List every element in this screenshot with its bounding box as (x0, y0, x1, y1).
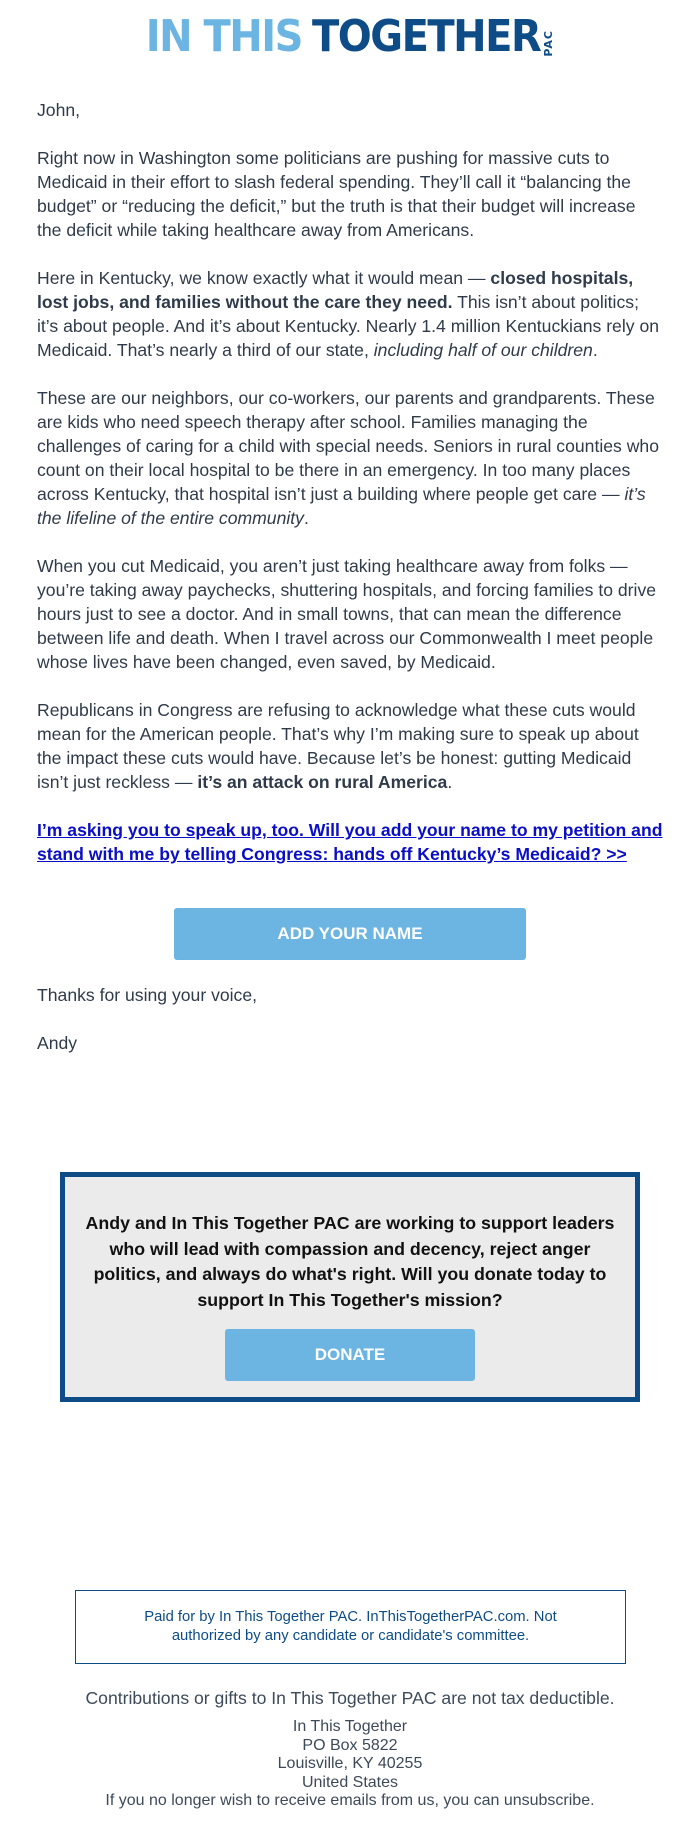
logo-text-together: TOGETHER (311, 12, 541, 62)
signature: Andy (37, 1033, 78, 1053)
donate-box (60, 1172, 640, 1402)
logo-wordmark (145, 12, 556, 62)
paid-for-text: Paid for by In This Together PAC. InThisTogetherPAC.com. Not authorized by any candidate or candidate's committee. (144, 1609, 557, 1644)
letter-paragraph-3: These are our neighbors, our co-workers, our parents and grandparents. These are kids who need speech therapy after school. Families managing the challenges of caring for a child with special needs. Seniors in rural counties who count on their local hospital to be there in an emergency. In too many places across Kentucky, that hospital isn’t just a building where people get care — it’s the lifeline of the entire community. (37, 388, 659, 528)
tax-deductible-notice: Contributions or gifts to In This Together PAC are not tax deductible. (85, 1688, 615, 1708)
donate-button[interactable]: DONATE (225, 1329, 475, 1381)
unsubscribe-link[interactable]: unsubscribe (503, 1792, 591, 1809)
logo-text-pac: PAC (542, 30, 556, 57)
emphasis-attack-on-rural-america: it’s an attack on rural America (197, 772, 448, 792)
letter-paragraph-5: Republicans in Congress are refusing to acknowledge what these cuts would mean for the American people. That’s why I’m making sure to speak up about the impact these cuts would have. Because let’s be honest: gutting Medicaid isn’t just reckless — it’s an attack on rural America. (37, 700, 639, 792)
address-org: In This Together (292, 1718, 408, 1735)
petition-cta-link[interactable]: I’m asking you to speak up, too. Will you add your name to my petition and stand with me by telling Congress: hands off Kentucky’s Medicaid? >> (37, 820, 663, 864)
emphasis-lifeline: it’s the lifeline of the entire community (37, 484, 646, 528)
closing-thanks: Thanks for using your voice, (37, 985, 258, 1005)
add-your-name-button[interactable]: ADD YOUR NAME (174, 908, 526, 960)
salutation: John, (37, 100, 81, 120)
address-po-box: PO Box 5822 (302, 1736, 398, 1754)
petition-cta-paragraph (37, 818, 663, 866)
address-city: Louisville, KY 40255 (277, 1755, 423, 1772)
letter-paragraph-4: When you cut Medicaid, you aren’t just taking healthcare away from folks — you’re taking away paychecks, shuttering hospitals, and forcing families to drive hours just to see a doctor. And in small towns, that can mean the difference between life and death. When I travel across our Commonwealth I meet people whose lives have been changed, even saved, by Medicaid. (37, 556, 657, 672)
header-logo (0, 12, 700, 62)
emphasis-closed-hospitals: closed hospitals, lost jobs, and families without the care they need. (37, 268, 634, 312)
unsubscribe-line: If you no longer wish to receive emails from us, you can unsubscribe. (105, 1792, 595, 1809)
mailing-address (0, 1718, 700, 1792)
paid-for-disclaimer (75, 1590, 626, 1664)
donate-appeal-text: Andy and In This Together PAC are working to support leaders who will lead with compassion and decency, reject anger politics, and always do what's right. Will you donate today to support In This Together's mission? (85, 1213, 615, 1310)
address-country: United States (301, 1773, 399, 1791)
letter-paragraph-2: Here in Kentucky, we know exactly what it would mean — closed hospitals, lost jobs, and families without the care they need. This isn’t about politics; it’s about people. And it’s about Kentucky. Nearly 1.4 million Kentuckians rely on Medicaid. That’s nearly a third of our state, including half of our children. (37, 268, 660, 360)
letter-body (37, 98, 663, 890)
logo-text-in-this: IN THIS (145, 12, 302, 62)
letter-paragraph-1: Right now in Washington some politicians are pushing for massive cuts to Medicaid in their effort to slash federal spending. They’ll call it “balancing the budget” or “reducing the deficit,” but the truth is that their budget will increase the deficit while taking healthcare away from Americans. (37, 148, 636, 240)
emphasis-half-of-children: including half of our children (373, 340, 593, 360)
